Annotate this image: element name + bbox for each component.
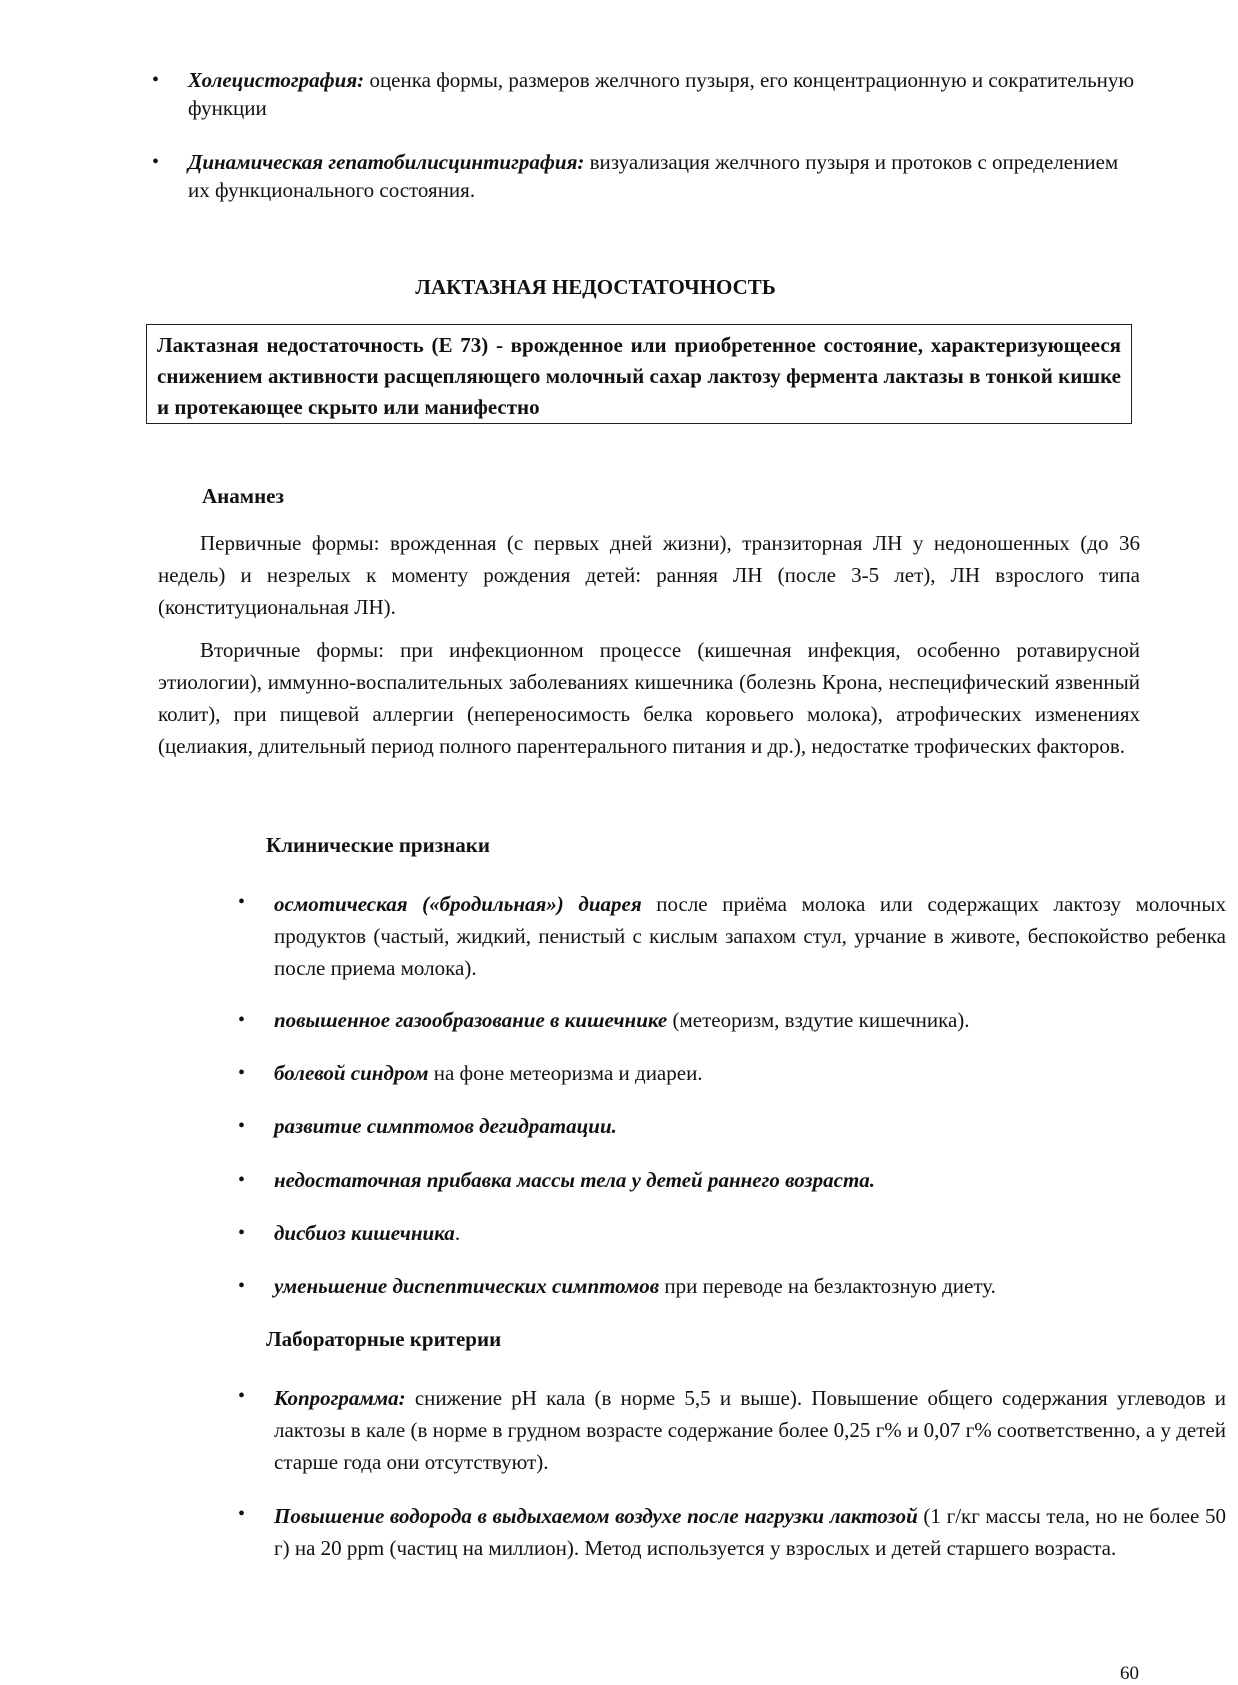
bullet-term: недостаточная прибавка массы тела у детей раннего возраста. xyxy=(274,1168,876,1192)
list-item-text xyxy=(274,1006,1226,1034)
list-item-text xyxy=(274,1219,1226,1247)
bullet-term: болевой синдром xyxy=(274,1061,429,1085)
bullet-desc: оценка формы, размеров желчного пузыря, его концентрационную и сократительную функции xyxy=(188,68,1135,120)
section-title: ЛАКТАЗНАЯ НЕДОСТАТОЧНОСТЬ xyxy=(415,275,776,299)
bullet-term: уменьшение диспептических симптомов xyxy=(274,1274,660,1298)
bullet-term: повышенное газообразование в кишечнике xyxy=(274,1008,668,1032)
bullet-icon: • xyxy=(238,1062,246,1084)
paragraph-secondary-forms: Вторичные формы: при инфекционном процессе (кишечная инфекция, особенно ротавирусной этиологии), иммунно-воспалительных заболеваниях кишечника (болезнь Крона, неспецифический язвенный колит), при пищевой аллергии (непереносимость белка коровьего молока), атрофических изменениях (целиакия, длительный период полного парентерального питания и др.), недостатке трофических факторов. xyxy=(158,638,1140,758)
bullet-term: дисбиоз кишечника xyxy=(274,1221,455,1245)
list-item-text xyxy=(274,1382,1226,1478)
bullet-term: Холецистография: xyxy=(188,68,365,92)
bullet-desc: визуализация желчного пузыря и протоков с определением их функционального состояния. xyxy=(188,150,1119,202)
bullet-term: осмотическая («бродильная») диарея xyxy=(274,892,642,916)
bullet-icon: • xyxy=(152,69,160,91)
bullet-desc: при переводе на безлактозную диету. xyxy=(659,1274,996,1298)
bullet-term: Копрограмма: xyxy=(274,1386,406,1410)
paragraph-primary-forms: Первичные формы: врожденная (с первых дней жизни), транзиторная ЛН у недоношенных (до 36 недель) и незрелых к моменту рождения детей: ранняя ЛН (после 3-5 лет), ЛН взрослого типа (конституциональная ЛН). xyxy=(158,531,1140,619)
bullet-desc: (метеоризм, вздутие кишечника). xyxy=(667,1008,970,1032)
list-item-text xyxy=(274,1500,1226,1564)
list-item-text xyxy=(274,1059,1226,1087)
list-item-text xyxy=(274,1112,1226,1140)
list-item-text xyxy=(188,148,1140,204)
list-item-text xyxy=(274,1166,1226,1194)
list-item-text xyxy=(188,66,1140,122)
bullet-icon: • xyxy=(238,1503,246,1525)
bullet-icon: • xyxy=(152,151,160,173)
bullet-icon: • xyxy=(238,1009,246,1031)
bullet-desc: на фоне метеоризма и диареи. xyxy=(428,1061,703,1085)
definition-box: Лактазная недостаточность (Е 73) - врожденное или приобретенное состояние, характеризующееся снижением активности расщепляющего молочный сахар лактозу фермента лактазы в тонкой кишке и протекающее скрыто или манифестно xyxy=(146,324,1132,424)
bullet-icon: • xyxy=(238,1222,246,1244)
bullet-desc: . xyxy=(454,1221,461,1245)
bullet-icon: • xyxy=(238,1169,246,1191)
bullet-icon: • xyxy=(238,1115,246,1137)
bullet-term: Динамическая гепатобилисцинтиграфия: xyxy=(188,150,585,174)
lab-heading: Лабораторные критерии xyxy=(266,1327,502,1351)
bullet-icon: • xyxy=(238,891,246,913)
bullet-desc: (1 г/кг массы тела, но не более 50 г) на 20 ppm (частиц на миллион). Метод используется у взрослых и детей старшего возраста. xyxy=(274,1504,1226,1560)
bullet-term: развитие симптомов дегидратации. xyxy=(274,1114,617,1138)
bullet-icon: • xyxy=(238,1385,246,1407)
bullet-desc: после приёма молока или содержащих лактозу молочных продуктов (частый, жидкий, пенистый с кислым запахом стул, урчание в животе, беспокойство ребенка после приема молока). xyxy=(274,892,1226,980)
bullet-term: Повышение водорода в выдыхаемом воздухе после нагрузки лактозой xyxy=(274,1504,918,1528)
bullet-desc: снижение pH кала (в норме 5,5 и выше). Повышение общего содержания углеводов и лактозы в кале (в норме в грудном возрасте содержание более 0,25 г% и 0,07 г% соответственно, а у детей старше года они отсутствуют). xyxy=(274,1386,1226,1474)
anamnesis-text xyxy=(158,527,1140,762)
clinical-heading: Клинические признаки xyxy=(266,833,490,857)
list-item-text xyxy=(274,1272,1226,1300)
anamnesis-heading: Анамнез xyxy=(202,484,284,508)
list-item-text xyxy=(274,888,1226,984)
bullet-icon: • xyxy=(238,1275,246,1297)
page-number: 60 xyxy=(1120,1663,1139,1684)
